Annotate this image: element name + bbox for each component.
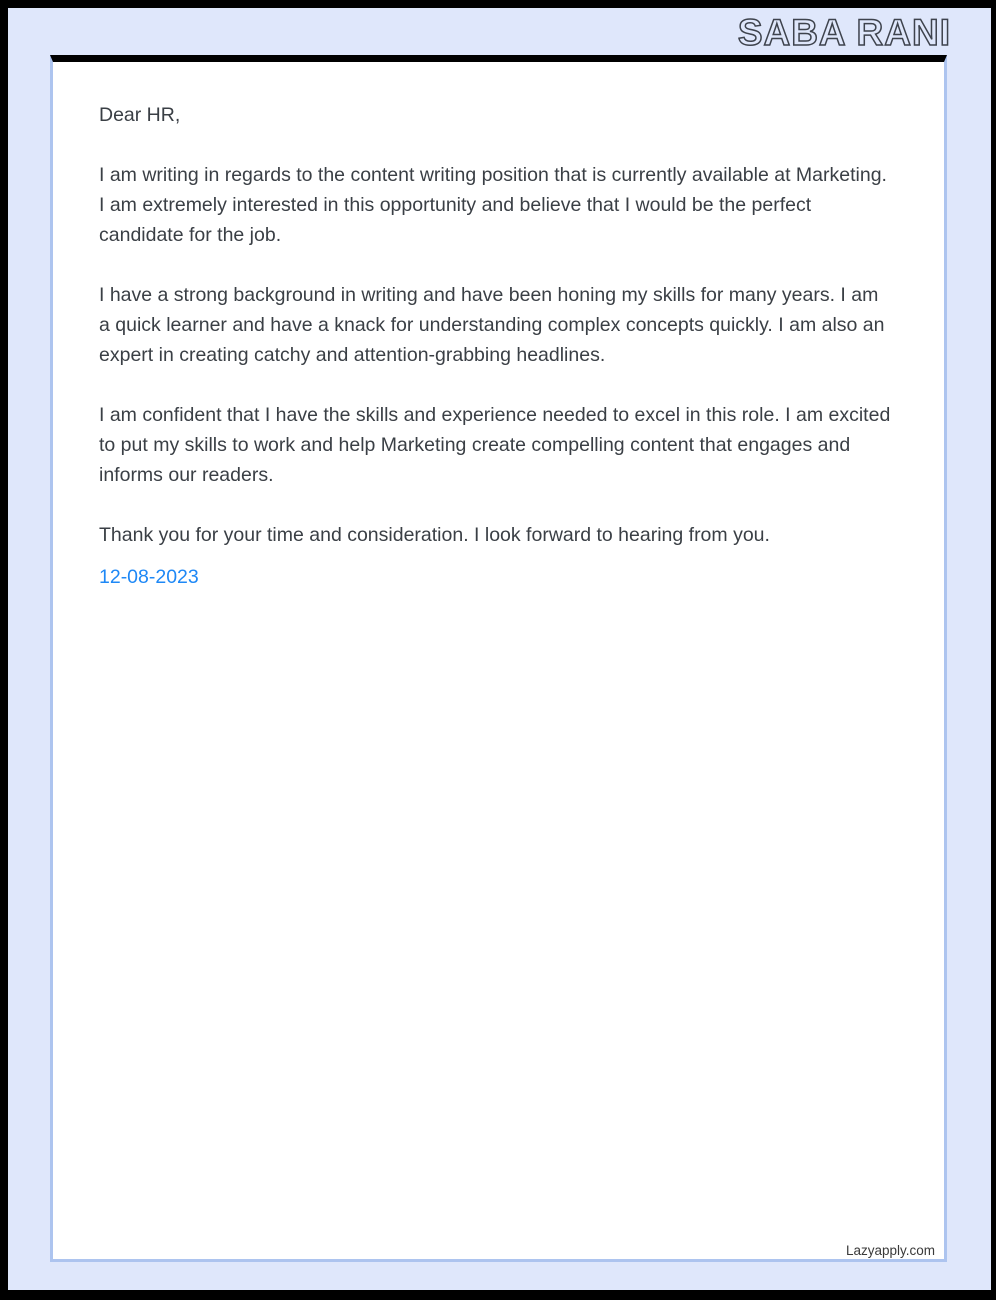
- cover-letter-page: [8, 8, 991, 1290]
- letter-paragraph: I am writing in regards to the content writing position that is currently available at Marketing. I am extremely interested in this opportunity and believe that I would be the perfect candidate for the job.: [99, 164, 887, 246]
- letter-paragraph: I have a strong background in writing and have been honing my skills for many years. I am a quick learner and have a knack for understanding complex concepts quickly. I am also an expert in creating catchy and attention-grabbing headlines.: [99, 284, 885, 366]
- letter-panel: [50, 55, 947, 1262]
- letter-date: 12-08-2023: [99, 566, 199, 588]
- letter-salutation: Dear HR,: [99, 104, 181, 126]
- letter-body: [53, 62, 944, 592]
- letter-paragraph: I am confident that I have the skills and experience needed to excel in this role. I am excited to put my skills to work and help Marketing create compelling content that engages and informs our readers.: [99, 404, 891, 486]
- letter-closing-paragraph: Thank you for your time and consideration. I look forward to hearing from you.: [99, 524, 770, 546]
- lazyapply-watermark: Lazyapply.com: [845, 1243, 935, 1258]
- candidate-name-title: SABA RANI: [737, 12, 951, 53]
